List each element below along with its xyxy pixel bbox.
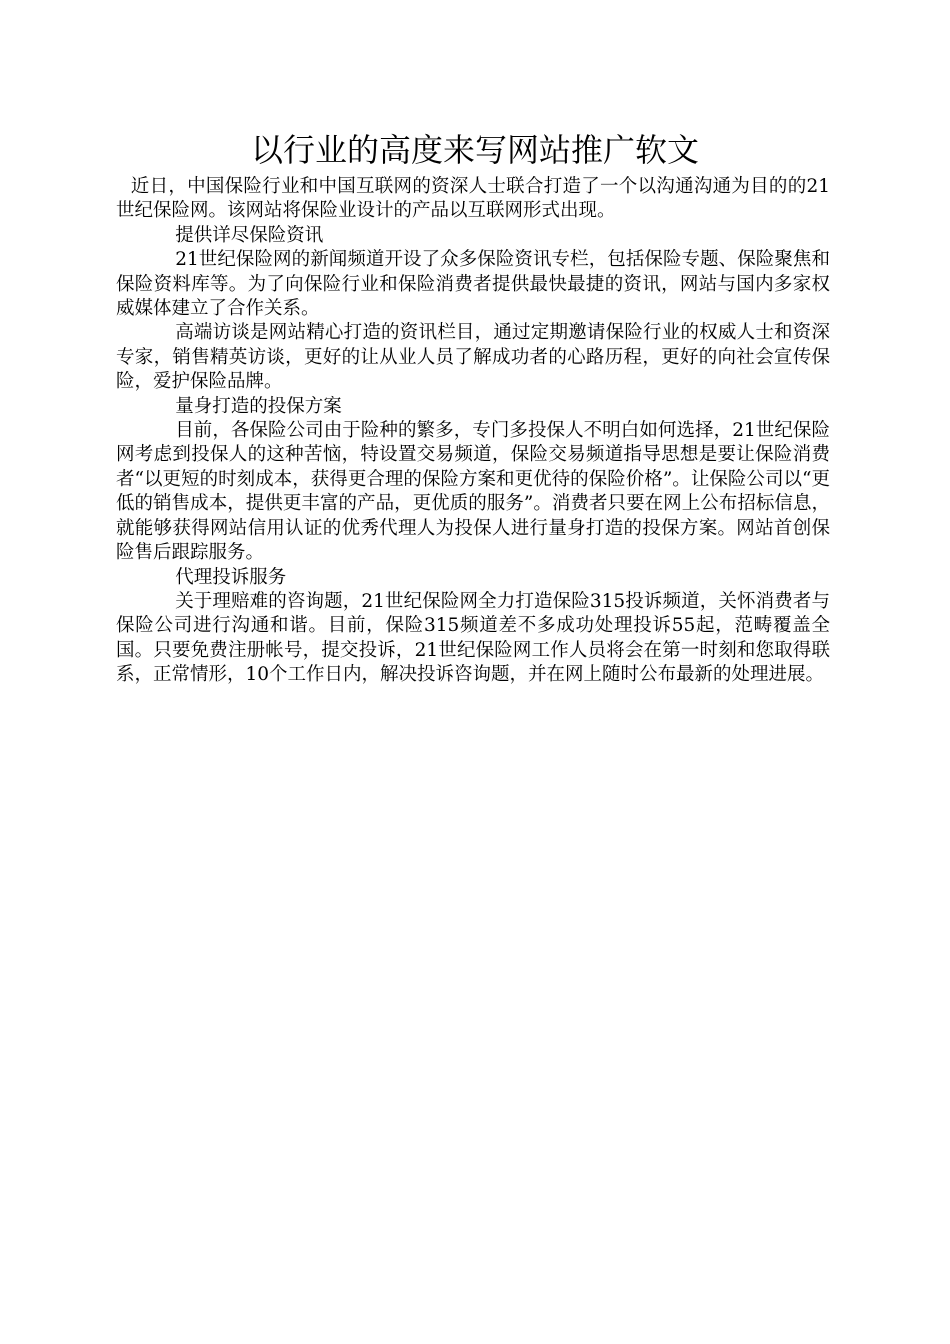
document-title: 以行业的高度来写网站推广软文 [250, 131, 699, 169]
document-body [116, 175, 830, 688]
paragraph-intro: 近日，中国保险行业和中国互联网的资深人士联合打造了一个以沟通沟通为目的的21世纪保险网。该网站将保险业设计的产品以互联网形式出现。 [116, 176, 830, 222]
section-heading-plans: 量身打造的投保方案 [175, 395, 342, 417]
paragraph-trade-channel: 目前，各保险公司由于险种的繁多，专门多投保人不明白如何选择，21世纪保险网考虑到投保人的这种苦恼，特设置交易频道，保险交易频道指导思想是要让保险消费者“以更短的时刻成本，获得更合理的保险方案和更优待的保险价格”。让保险公司以“更低的销售成本，提供更丰富的产品，更优质的服务”。消费者只要在网上公布招标信息，就能够获得网站信用认证的优秀代理人为投保人进行量身打造的投保方案。网站首创保险售后跟踪服务。 [116, 420, 830, 564]
paragraph-news-channel: 21世纪保险网的新闻频道开设了众多保险资讯专栏，包括保险专题、保险聚焦和保险资料库等。为了向保险行业和保险消费者提供最快最捷的资讯，网站与国内多家权威媒体建立了合作关系。 [116, 249, 830, 320]
section-heading-complaints: 代理投诉服务 [175, 566, 287, 588]
section-heading-news: 提供详尽保险资讯 [175, 224, 324, 246]
paragraph-interviews: 高端访谈是网站精心打造的资讯栏目，通过定期邀请保险行业的权威人士和资深专家，销售精英访谈，更好的让从业人员了解成功者的心路历程，更好的向社会宣传保险，爱护保险品牌。 [116, 322, 830, 393]
paragraph-complaints: 关于理赔难的咨询题，21世纪保险网全力打造保险315投诉频道，关怀消费者与保险公司进行沟通和谐。目前，保险315频道差不多成功处理投诉55起，范畴覆盖全国。只要免费注册帐号，提交投诉，21世纪保险网工作人员将会在第一时刻和您取得联系，正常情形，10个工作日内，解决投诉咨询题，并在网上随时公布最新的处理进展。 [116, 590, 830, 686]
